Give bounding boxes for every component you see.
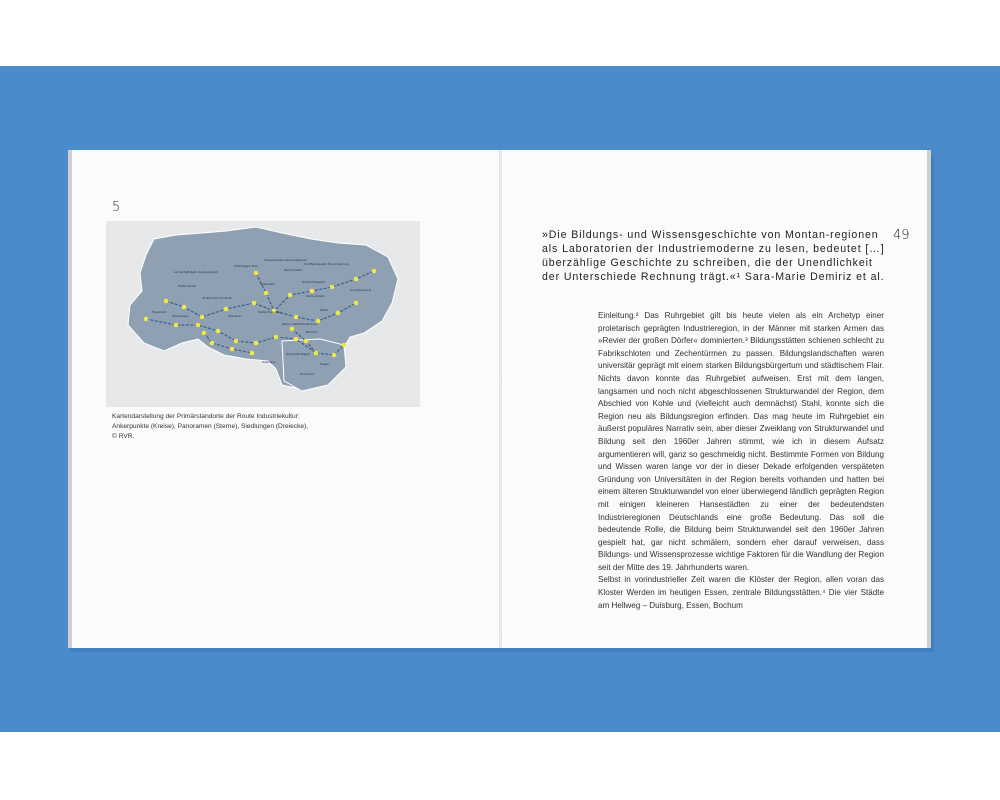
map-label: St. Bernhard Schacht <box>202 296 232 300</box>
map-label: Hagen <box>320 362 330 366</box>
region-lobe-south <box>282 339 346 391</box>
map-label: Schiffshebewerk Henrichenburg <box>304 262 349 266</box>
map-label: Zeche Zollern <box>306 294 326 298</box>
ruhr-region-map <box>106 221 420 407</box>
route-map <box>106 221 420 407</box>
map-label: Halde Haniel <box>178 284 196 288</box>
map-label: Gasometer <box>260 282 276 286</box>
map-label: DASA <box>320 308 328 312</box>
map-label: Halde Rheinelbe <box>258 310 281 314</box>
epigraph-quote: »Die Bildungs- und Wissensgeschichte von Montan-regionen als Laboratorien der Industriemoderne zu lesen, bedeutet […] überzählige Geschichte zu schreiben, die der Unendlichkeit der Unterschiede Rechnung trägt.«¹ Sara-Marie Demiriz et al. <box>542 229 885 283</box>
map-label: Halde Hoheward <box>302 280 326 284</box>
map-label: Zeche Nachtigall <box>286 352 310 356</box>
body-paragraph: Einleitung.² Das Ruhrgebiet gilt bis heute vielen als ein Archetyp einer proletarisch geprägten Industrieregion, in der Männer mit starken Armen das »Revier der großen Dörfer« dominierten.³ Bildungsstätten schienen schlecht zu Fabrikschloten und Zechentürmen zu passen. Bildungslandschaften waren universitär geprägt mit einem starken Bildungsbürgertum und städtischem Flair. Nichts davon konnte das Ruhrgebiet aufweisen. Erst mit dem langen, langsamen und noch nicht abgeschlossenen Strukturwandel der Region, dem Abschied von Kohle und (vielleicht auch demnächst) Stahl, konnte sich die Region neu als Bildungsregion erfinden. Das mag heute im Ruhrgebiet ein äußerst populäres Narrativ sein, aber dieser Zweiklang von Strukturwandel und Bildung seit den 1960er Jahren stimmt, wie ich in diesem Aufsatz argumentieren will, ganz so geschmeidig nicht. Bestimmte Formen von Bildung und Wissen waren lange vor der in dieser Dekade erfolgenden verspäteten Gründung von Universitäten in der Region bereits vorhanden und hatten bei einem älteren Strukturwandel von einer überwiegend ländlich geprägten Region mit einigen kleineren Hansestädten zu einer der bedeutendsten Industrieregionen Deutschlands eine große Bedeutung. Das soll die bedeutende Rolle, die Bildung beim Strukturwandel seit den 1960er Jahren gespielt hat, gar nicht schmälern, sondern eher darauf verweisen, dass Bildungs- und Wissensprozesse wichtige Faktoren für die Wandlung der Region seit der Mitte des 19. Jahrhunderts waren. <box>598 311 884 572</box>
map-label: Landschaftspark Duisburg-Nord <box>174 270 219 274</box>
map-label: Lindenbrauerei <box>350 288 372 292</box>
body-text <box>598 310 884 612</box>
map-label: Eisenheim <box>152 310 167 314</box>
map-label: Bochum <box>306 330 318 334</box>
book-gutter <box>499 150 502 648</box>
map-label: Hohenhof <box>300 372 314 376</box>
region-shape <box>128 227 398 389</box>
left-page-number: 5 <box>112 200 121 215</box>
map-label: Umspannwerk Recklinghausen <box>264 258 307 262</box>
map-label: Jahrhunderthalle Bochum <box>282 322 318 326</box>
map-label: Hattingen <box>262 360 276 364</box>
right-page-number: 49 <box>893 228 910 243</box>
map-label: Zollverein <box>228 314 242 318</box>
map-label: Oberhausen <box>172 314 190 318</box>
map-label: Zeche Ewald <box>284 268 302 272</box>
map-label: Chemiepark Marl <box>234 264 258 268</box>
body-paragraph: Selbst in vorindustrieller Zeit waren die Klöster der Region, allen voran das Kloster Werden im heutigen Essen, zentrale Bildungsstätten.⁴ Die vier Städte am Hellweg – Duisburg, Essen, Bochum <box>598 575 884 610</box>
map-caption: Kartendarstellung der Primärstandorte der Route Industriekultur: Ankerpunkte (Kreise), Panoramen (Sterne), Siedlungen (Dreiecke), © RVR. <box>112 413 309 440</box>
